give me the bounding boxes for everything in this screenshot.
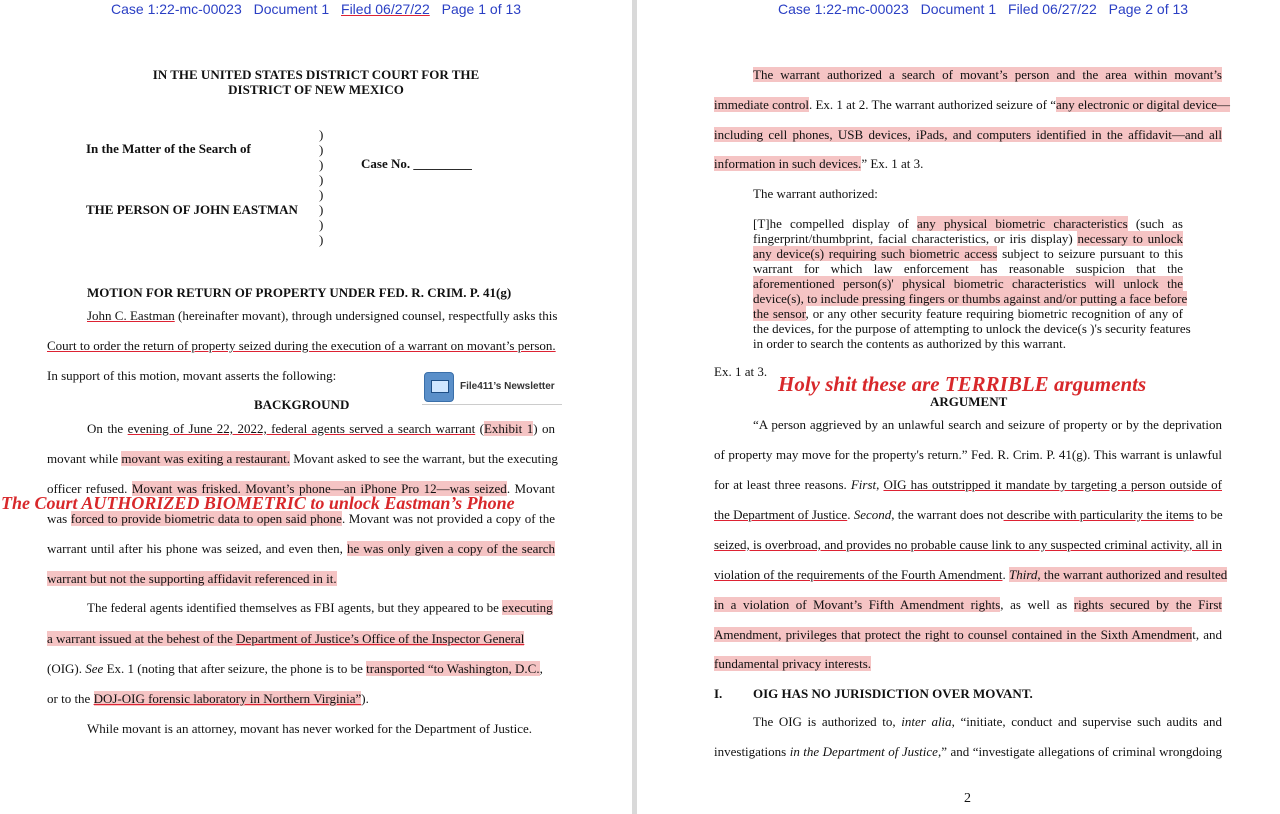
- para3-line1: While movant is an attorney, movant has never worked for the Department of Justice.: [87, 721, 532, 736]
- argument-line-6: violation of the requirements of the Fourth Amendment. Third, the warrant authorized and resulted: [714, 567, 1228, 582]
- para1-line4: was forced to provide biometric data to open said phone. Movant was not provided a copy of the: [47, 511, 556, 526]
- court-name-line2: DISTRICT OF NEW MEXICO: [228, 82, 404, 97]
- page-indicator: Page 1 of 13: [441, 1, 522, 17]
- quote-line-9: in order to search the contents as authorized by this warrant.: [753, 336, 1066, 351]
- right-line-1: The warrant authorized a search of movant’s person and the area within movant’s: [753, 67, 1222, 82]
- case-number: Case 1:22-mc-00023: [778, 1, 909, 17]
- page-header: [111, 1, 529, 17]
- para1-line3: officer refused. Movant was frisked. Movant’s phone—an iPhone Pro 12—was seized. Movant: [47, 481, 555, 496]
- section-line-2: investigations in the Department of Justice,” and “investigate allegations of criminal wrongdoing: [714, 744, 1222, 759]
- document-page-1: [0, 0, 632, 814]
- para1-line5: warrant until after his phone was seized, and even then, he was only given a copy of the search: [47, 541, 555, 556]
- annotation-terrible: Holy shit these are TERRIBLE arguments: [778, 372, 1147, 396]
- section-number: I.: [714, 686, 723, 701]
- page-header: [778, 1, 1196, 17]
- quote-line-2: fingerprint/thumbprint, facial characteristics, or iris display) necessary to unlock: [753, 231, 1183, 246]
- quote-line-8: the devices, for the purpose of attempting to unlock the device(s )'s security features: [753, 321, 1191, 336]
- court-name-line1: IN THE UNITED STATES DISTRICT COURT FOR THE: [152, 67, 480, 82]
- citation: Ex. 1 at 3.: [714, 364, 768, 379]
- para1-line6: warrant but not the supporting affidavit referenced in it.: [47, 571, 337, 586]
- argument-line-3: for at least three reasons. First, OIG has outstripped it mandate by targeting a person outside of: [714, 477, 1222, 492]
- right-line-5: The warrant authorized:: [753, 186, 878, 201]
- filed-date: Filed 06/27/22: [1008, 1, 1097, 17]
- argument-line-7: in a violation of Movant’s Fifth Amendment rights, as well as rights secured by the First: [714, 597, 1222, 612]
- right-line-4: information in such devices.” Ex. 1 at 3.: [714, 156, 924, 171]
- newsletter-badge[interactable]: [422, 372, 562, 405]
- argument-line-2: of property may move for the property's return.” Fed. R. Crim. P. 41(g). This warrant is unlawful: [714, 447, 1222, 462]
- para1-line2: movant while movant was exiting a restaurant. Movant asked to see the warrant, but the executing: [47, 451, 558, 466]
- intro-line-1: John C. Eastman (hereinafter movant), through undersigned counsel, respectfully asks this: [87, 308, 558, 323]
- section-title: OIG HAS NO JURISDICTION OVER MOVANT.: [753, 686, 1033, 701]
- page-number: 2: [964, 791, 971, 806]
- argument-line-5: seized, is overbroad, and provides no probable cause link to any suspected criminal activity, all in: [714, 537, 1222, 552]
- intro-line-3: In support of this motion, movant asserts the following:: [47, 368, 337, 383]
- quote-line-6: device(s), to include pressing fingers or thumbs against and/or putting a face before: [753, 291, 1188, 306]
- para1-line1: On the evening of June 22, 2022, federal agents served a search warrant (Exhibit 1) on: [87, 421, 555, 436]
- argument-heading: ARGUMENT: [930, 394, 1008, 409]
- right-line-3: including cell phones, USB devices, iPads, and computers identified in the affidavit—and all: [714, 127, 1222, 142]
- document-page-2: [637, 0, 1280, 814]
- document-number: Document 1: [920, 1, 997, 17]
- quote-line-3: any device(s) requiring such biometric access subject to seizure pursuant to this: [753, 246, 1184, 261]
- motion-title: MOTION FOR RETURN OF PROPERTY UNDER FED. R. CRIM. P. 41(g): [87, 285, 512, 300]
- annotation-biometric: The Court AUTHORIZED BIOMETRIC to unlock Eastman’s Phone: [1, 493, 515, 513]
- filed-date: Filed 06/27/22: [341, 1, 430, 17]
- quote-line-1: [T]he compelled display of any physical biometric characteristics (such as: [753, 216, 1183, 231]
- caption-brackets: ) ) ) ) ) ) ) ): [319, 127, 324, 247]
- background-heading: BACKGROUND: [254, 397, 350, 412]
- quote-line-7: the sensor, or any other security feature requiring biometric recognition of any of: [753, 306, 1183, 321]
- right-line-2: immediate control. Ex. 1 at 2. The warrant authorized seizure of “any electronic or digital device—: [714, 97, 1230, 112]
- section-line-1: The OIG is authorized to, inter alia, “initiate, conduct and supervise such audits and: [753, 714, 1222, 729]
- newsletter-icon: [424, 372, 454, 402]
- para2-line4: or to the DOJ-OIG forensic laboratory in Northern Virginia”).: [47, 691, 369, 706]
- para2-line1: The federal agents identified themselves as FBI agents, but they appeared to be executing: [87, 600, 553, 615]
- para2-line3: (OIG). See Ex. 1 (noting that after seizure, the phone is to be transported “to Washington, D.C.,: [47, 661, 543, 676]
- quote-line-5: aforementioned person(s)' physical biometric characteristics will unlock the: [753, 276, 1183, 291]
- intro-line-2: Court to order the return of property seized during the execution of a warrant on movant’s person.: [47, 338, 556, 353]
- argument-line-4: the Department of Justice. Second, the warrant does not describe with particularity the items to be: [714, 507, 1223, 522]
- quote-line-4: warrant for which law enforcement has reasonable suspicion that the: [753, 261, 1183, 276]
- argument-line-1: “A person aggrieved by an unlawful search and seizure of property or by the deprivation: [753, 417, 1222, 432]
- argument-line-9: fundamental privacy interests.: [714, 656, 872, 671]
- argument-line-8: Amendment, privileges that protect the right to counsel contained in the Sixth Amendment, and: [714, 627, 1222, 642]
- para2-line2: a warrant issued at the behest of the Department of Justice’s Office of the Inspector General: [47, 631, 525, 646]
- case-no-label: Case No. _________: [361, 156, 472, 171]
- newsletter-label: File411’s Newsletter: [460, 381, 555, 392]
- matter-caption: In the Matter of the Search of: [86, 141, 251, 156]
- page-indicator: Page 2 of 13: [1108, 1, 1189, 17]
- document-number: Document 1: [253, 1, 330, 17]
- case-number: Case 1:22-mc-00023: [111, 1, 242, 17]
- person-caption: THE PERSON OF JOHN EASTMAN: [86, 202, 298, 217]
